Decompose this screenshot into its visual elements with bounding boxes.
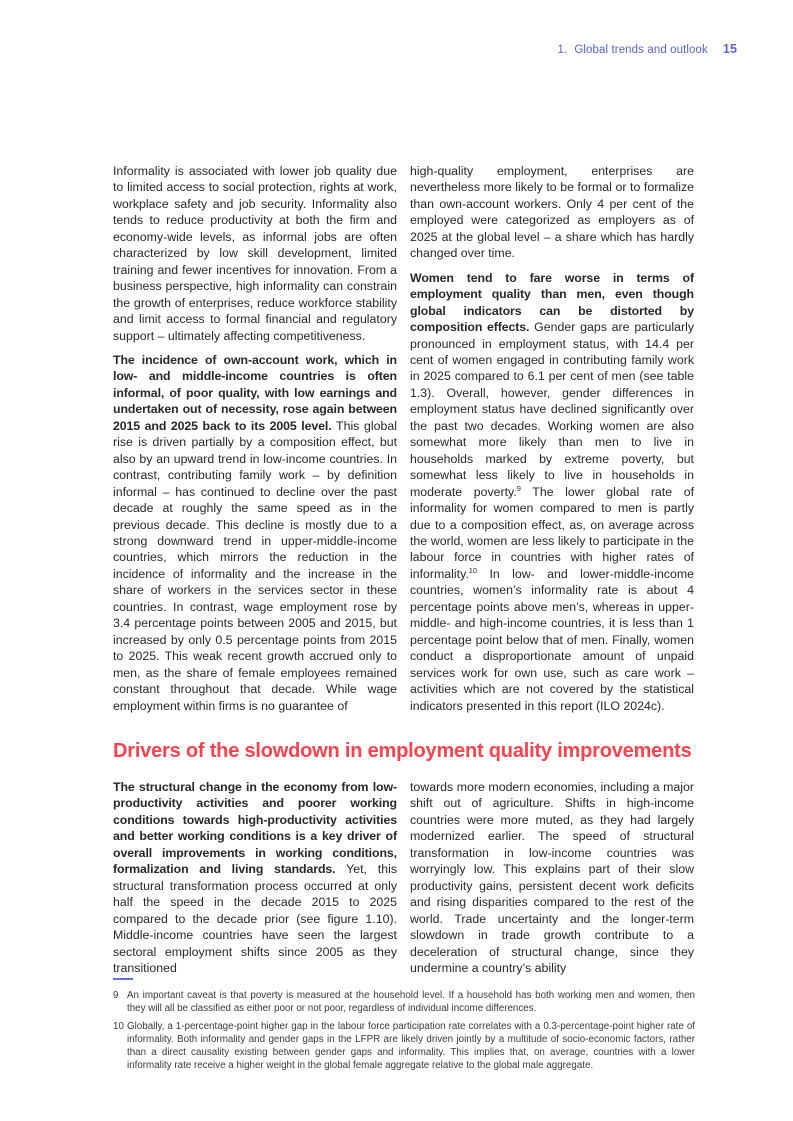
intro-left-column: [113, 163, 397, 714]
chapter-number: 1.: [557, 44, 568, 56]
page-number: 15: [722, 42, 737, 56]
paragraph-text: The lower global rate of informality for women compared to men is partly due to a composition effect, as, on average across the world, women are less likely to participate in the labour force in countries with higher rates of informality.: [410, 484, 694, 581]
paragraph-high-quality-employment: [410, 163, 694, 262]
paragraph-women-employment-quality: [410, 270, 694, 714]
paragraph-informality: [113, 163, 397, 344]
footnote-10: [113, 1020, 695, 1072]
paragraph-text: In low- and lower-middle-income countries, women’s informality rate is about 4 percentage points above men’s, whereas in upper-middle- and high-income countries, it is less than 1 percentage point below that of men. Finally, women conduct a disproportionate amount of unpaid services work for own use, such as care work – activities which are not covered by the statistical indicators presented in this report (ILO 2024c).: [410, 566, 694, 713]
paragraph-text: Yet, this structural transformation process occurred at only half the speed in the decade 2015 to 2025 compared to the decade prior (see figure 1.10). Middle-income countries have seen the largest sectoral employment shifts since 2005 as they transitioned: [113, 862, 398, 975]
paragraph-text: towards more modern economies, including a major shift out of agriculture. Shifts in high-income countries were more muted, as they had largely modernized earlier. The speed of structural transformation in low-income countries was worryingly low. This explains part of their slow productivity gains, persistent decent work deficits and rising disparities compared to the rest of the world. Trade uncertainty and the longer-term slowdown in trade growth contribute to a deceleration of structural change, since they undermine a country’s ability: [410, 780, 694, 975]
paragraph-lead-bold: The structural change in the economy from low-productivity activities and poorer working conditions towards high-productivity activities and better working conditions is a key driver of overall improvements in working conditions, formalization and living standards.: [113, 780, 397, 877]
footnotes: [113, 978, 695, 1078]
section-heading: Drivers of the slowdown in employment quality improvements: [113, 740, 692, 762]
drivers-section: [113, 779, 694, 976]
paragraph-text: Gender gaps are particularly pronounced in employment status, with 14.4 per cent of women engaged in contributing family work in 2025 compared to 6.1 per cent of men (see table 1.3). Overall, however, gender differences in employment status have declined significantly over the past two decades. Working women are also somewhat more likely than men to live in households marked by extreme poverty, but somewhat less likely to live in households in moderate poverty.: [410, 320, 694, 499]
running-header: [558, 42, 737, 56]
footnote-ref-10: 10: [468, 566, 478, 576]
footnote-number: 10: [113, 1021, 124, 1033]
paragraph-lead-bold: The incidence of own-account work, which in low- and middle-income countries is often informal, of poor quality, with low earnings and undertaken out of necessity, rose again between 2015 and 2025 back to its 2005 level.: [113, 352, 397, 433]
footnote-number: 9: [113, 990, 119, 1001]
paragraph-text: high-quality employment, enterprises are nevertheless more likely to be formal or to formalize than own-account workers. Only 4 per cent of the employed were categorized as employers as of 2025 at the global level – a share which has hardly changed over time.: [410, 164, 694, 261]
paragraph-own-account-work: [113, 352, 397, 714]
footnote-text: Globally, a 1-percentage-point higher gap in the labour force participation rate correlates with a 0.3-percentage-point higher rate of informality. Both informality and gender gaps in the LFPR are likely driven jointly by a multitude of socio-economic factors, rather than a direct causality existing between gender gaps and informality. This implies that, on average, countries with a lower informality rate receive a higher weight in the global female aggregate relative to the global male aggregate.: [127, 1021, 695, 1072]
paragraph-text: Informality is associated with lower job quality due to limited access to social protection, rights at work, workplace safety and job security. Informality also tends to reduce productivity at both the firm and economy-wide levels, as informal jobs are often characterized by low skill development, limited training and fewer incentives for innovation. From a business perspective, high informality can constrain the growth of enterprises, reduce workforce stability and limit access to formal financial and regulatory support – ultimately affecting competitiveness.: [113, 164, 397, 343]
paragraph-modern-economies: [410, 779, 694, 976]
footnote-ref-9: 9: [516, 484, 521, 494]
paragraph-lead-bold: Women tend to fare worse in terms of employment quality than men, even though global indicators can be distorted by composition effects.: [410, 270, 694, 335]
paragraph-structural-change: [113, 779, 397, 976]
running-head-title: Global trends and outlook: [574, 44, 708, 56]
drivers-left-column: [113, 779, 397, 976]
intro-section: [113, 163, 694, 714]
footnote-text: An important caveat is that poverty is measured at the household level. If a household has both working men and women, then they will all be classified as either poor or not poor, regardless of individual income differences.: [127, 990, 695, 1015]
footnote-divider: [113, 978, 133, 980]
intro-right-column: [410, 163, 694, 714]
paragraph-text: This global rise is driven partially by a composition effect, but also by an upward trend in low-income countries. In contrast, contributing family work – by definition informal – has continued to decline over the past decade at roughly the same speed as in the previous decade. This decline is mostly due to a strong downward trend in upper-middle-income countries, which mirrors the reduction in the incidence of informality and the increase in the share of workers in the services sector in these countries. In contrast, wage employment rose by 3.4 percentage points between 2005 and 2015, but increased by only 0.5 percentage points from 2015 to 2025. This weak recent growth accrued only to men, as the share of female employees remained constant throughout that decade. While wage employment within firms is no guarantee of: [113, 418, 397, 713]
footnote-9: [113, 989, 695, 1015]
drivers-right-column: [410, 779, 694, 976]
